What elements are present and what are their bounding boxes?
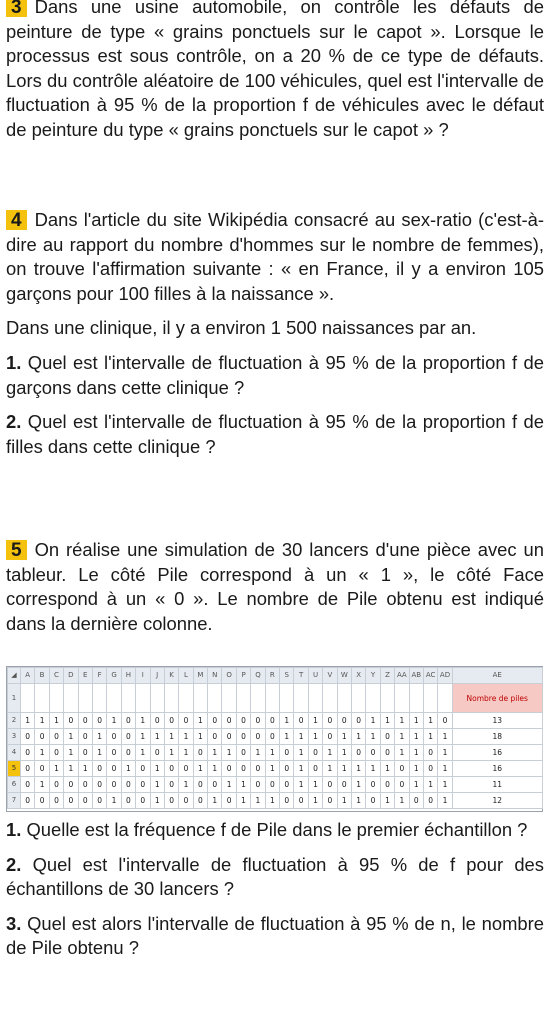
column-header: C: [49, 668, 63, 684]
empty-cell: [208, 684, 222, 713]
empty-cell: [409, 684, 423, 713]
data-cell: 0: [64, 777, 78, 793]
exercise-3-body: Dans une usine automobile, on contrôle les défauts de peinture de type « grains ponctuels sur le capot ». Lorsque le processus est sous contrôle, on a 20 % de ce type de défauts. Lors du contrôle aléatoire de 100 véhicules, quel est l'intervalle de fluctuation à 95 % de la proportion f de véhicules avec le défaut de peinture du type « grains ponctuels sur le capot » ?: [6, 0, 544, 140]
data-cell: 0: [323, 713, 337, 729]
data-cell: 1: [265, 761, 279, 777]
data-cell: 0: [236, 713, 250, 729]
data-cell: 0: [251, 713, 265, 729]
question-number: 3.: [6, 912, 22, 934]
question-number: 1.: [6, 819, 22, 840]
data-cell: 1: [351, 761, 365, 777]
data-cell: 1: [78, 761, 92, 777]
data-cell: 1: [337, 745, 351, 761]
spreadsheet: [6, 666, 543, 812]
data-cell: 0: [136, 793, 150, 809]
data-cell: 1: [164, 729, 178, 745]
column-header: P: [236, 668, 250, 684]
exercise-3: [6, 0, 544, 143]
empty-cell: [92, 684, 106, 713]
column-header: Y: [366, 668, 380, 684]
data-cell: 0: [121, 777, 135, 793]
data-cell: 1: [308, 777, 322, 793]
data-cell: 0: [193, 777, 207, 793]
column-header: K: [164, 668, 178, 684]
data-cell: 0: [280, 777, 294, 793]
data-cell: 0: [294, 793, 308, 809]
empty-cell: [280, 684, 294, 713]
data-cell: 0: [337, 777, 351, 793]
table-row: [8, 745, 543, 761]
column-header: AC: [423, 668, 437, 684]
data-cell: 0: [395, 777, 409, 793]
data-cell: 0: [150, 745, 164, 761]
row-header: 4: [8, 745, 21, 761]
data-cell: 0: [222, 761, 236, 777]
data-cell: 1: [150, 729, 164, 745]
data-cell: 1: [308, 713, 322, 729]
column-header: E: [78, 668, 92, 684]
data-cell: 1: [164, 745, 178, 761]
corner-cell: ◢: [8, 668, 21, 684]
question-text: Quel est alors l'intervalle de fluctuation à 95 % de n, le nombre de Pile obtenu ?: [6, 912, 544, 959]
data-cell: 1: [395, 793, 409, 809]
exercise-3-number: 3: [6, 0, 27, 17]
exercise-5-intro-text: On réalise une simulation de 30 lancers d'une pièce avec un tableur. Le côté Pile correspond à un « 1 », le côté Face correspond à un « 0 ». Le nombre de Pile obtenu est indiqué dans la dernière colonne.: [6, 539, 544, 634]
column-header: H: [121, 668, 135, 684]
exercise-5-intro: [6, 538, 544, 636]
data-cell: 0: [308, 761, 322, 777]
data-cell: 1: [366, 761, 380, 777]
exercise-5-questions: [6, 818, 544, 961]
data-cell: 1: [323, 745, 337, 761]
data-cell: 0: [380, 777, 394, 793]
data-cell: 0: [323, 777, 337, 793]
data-cell: 1: [49, 761, 63, 777]
empty-cell: [251, 684, 265, 713]
column-header: T: [294, 668, 308, 684]
data-cell: 1: [366, 713, 380, 729]
data-cell: 0: [265, 777, 279, 793]
empty-cell: [193, 684, 207, 713]
data-cell: 1: [380, 793, 394, 809]
data-cell: 0: [78, 745, 92, 761]
data-cell: 0: [78, 793, 92, 809]
data-cell: 0: [78, 729, 92, 745]
data-cell: 1: [294, 729, 308, 745]
data-cell: 0: [308, 745, 322, 761]
nombre-de-piles-header: Nombre de piles: [452, 684, 542, 713]
data-cell: 0: [236, 729, 250, 745]
exercise-4-question-2: [6, 410, 544, 459]
data-cell: 0: [49, 729, 63, 745]
data-cell: 1: [107, 793, 121, 809]
data-cell: 0: [164, 777, 178, 793]
data-cell: 1: [251, 745, 265, 761]
total-cell: 16: [452, 745, 542, 761]
data-cell: 1: [136, 729, 150, 745]
data-cell: 0: [35, 793, 49, 809]
data-cell: 0: [236, 761, 250, 777]
exercise-3-text: [6, 0, 544, 143]
data-cell: 1: [121, 761, 135, 777]
data-cell: 0: [21, 777, 35, 793]
data-cell: 0: [193, 745, 207, 761]
data-cell: 1: [337, 761, 351, 777]
data-cell: 0: [193, 793, 207, 809]
data-cell: 1: [294, 761, 308, 777]
data-cell: 0: [92, 793, 106, 809]
column-header: X: [351, 668, 365, 684]
data-cell: 0: [136, 777, 150, 793]
data-cell: 1: [193, 761, 207, 777]
data-cell: 1: [49, 713, 63, 729]
data-cell: 0: [280, 761, 294, 777]
data-cell: 1: [308, 729, 322, 745]
exercise-4-context: Dans une clinique, il y a environ 1 500 naissances par an.: [6, 317, 477, 339]
column-header: U: [308, 668, 322, 684]
data-cell: 1: [179, 777, 193, 793]
data-cell: 0: [21, 761, 35, 777]
data-cell: 0: [423, 793, 437, 809]
question-text: Quelle est la fréquence f de Pile dans le premier échantillon ?: [26, 819, 528, 840]
column-header: AD: [438, 668, 452, 684]
question-text: Quel est l'intervalle de fluctuation à 95 % de la proportion f de garçons dans cette clinique ?: [6, 351, 544, 398]
data-cell: 0: [92, 777, 106, 793]
empty-cell: [337, 684, 351, 713]
table-row: [8, 777, 543, 793]
data-cell: 1: [438, 777, 452, 793]
data-cell: 1: [423, 729, 437, 745]
data-cell: 0: [121, 793, 135, 809]
data-cell: 0: [280, 745, 294, 761]
column-header: J: [150, 668, 164, 684]
data-cell: 1: [236, 777, 250, 793]
data-cell: 1: [337, 793, 351, 809]
data-cell: 1: [409, 761, 423, 777]
data-cell: 0: [107, 729, 121, 745]
exercise-4-intro-text: Dans l'article du site Wikipédia consacré au sex-ratio (c'est-à-dire au rapport du nombre d'hommes sur le nombre de femmes), on trouve l'affirmation suivante : « en France, il y a environ 105 garçons pour 100 filles à la naissance ».: [6, 209, 544, 304]
data-cell: 1: [409, 713, 423, 729]
data-cell: 0: [265, 729, 279, 745]
column-header: AE: [452, 668, 542, 684]
data-cell: 0: [21, 793, 35, 809]
column-header: M: [193, 668, 207, 684]
data-cell: 0: [438, 713, 452, 729]
row-header: 3: [8, 729, 21, 745]
data-cell: 0: [107, 745, 121, 761]
data-cell: 0: [35, 761, 49, 777]
data-cell: 0: [409, 793, 423, 809]
data-cell: 1: [351, 793, 365, 809]
data-cell: 0: [35, 729, 49, 745]
data-cell: 1: [409, 745, 423, 761]
table-row: [8, 761, 543, 777]
data-cell: 1: [294, 777, 308, 793]
column-header: N: [208, 668, 222, 684]
row-header: 7: [8, 793, 21, 809]
data-cell: 0: [423, 761, 437, 777]
exercise-4-number: 4: [6, 210, 27, 230]
data-cell: 0: [380, 745, 394, 761]
table-row: [8, 729, 543, 745]
data-cell: 0: [366, 745, 380, 761]
data-cell: 0: [280, 793, 294, 809]
empty-cell: [294, 684, 308, 713]
column-header: G: [107, 668, 121, 684]
empty-cell: [164, 684, 178, 713]
exercise-5-question-2: [6, 853, 544, 902]
question-text: Quel est l'intervalle de fluctuation à 95 % de f pour des échantillons de 30 lancers ?: [6, 853, 544, 900]
exercise-4-question-1: [6, 351, 544, 400]
data-cell: 1: [222, 777, 236, 793]
total-cell: 13: [452, 713, 542, 729]
data-cell: 0: [380, 729, 394, 745]
data-cell: 1: [251, 793, 265, 809]
total-cell: 12: [452, 793, 542, 809]
data-cell: 0: [78, 713, 92, 729]
data-cell: 1: [208, 793, 222, 809]
data-cell: 1: [395, 729, 409, 745]
question-number: 2.: [6, 411, 22, 433]
question-number: 1.: [6, 351, 22, 373]
column-header: O: [222, 668, 236, 684]
empty-cell: [78, 684, 92, 713]
exercise-4: [6, 208, 544, 459]
data-cell: 0: [222, 729, 236, 745]
column-header: I: [136, 668, 150, 684]
total-cell: 18: [452, 729, 542, 745]
data-cell: 1: [64, 761, 78, 777]
exercise-5: [6, 538, 544, 636]
column-header: AA: [395, 668, 409, 684]
data-cell: 0: [164, 761, 178, 777]
data-cell: 1: [265, 745, 279, 761]
data-cell: 1: [409, 729, 423, 745]
empty-cell: [308, 684, 322, 713]
data-cell: 0: [251, 761, 265, 777]
row-header: 1: [8, 684, 21, 713]
empty-cell: [35, 684, 49, 713]
empty-cell: [236, 684, 250, 713]
data-cell: 0: [21, 745, 35, 761]
data-cell: 0: [21, 729, 35, 745]
data-cell: 1: [35, 713, 49, 729]
data-cell: 1: [150, 793, 164, 809]
data-cell: 0: [64, 713, 78, 729]
column-header: F: [92, 668, 106, 684]
table-row: [8, 793, 543, 809]
empty-cell: [366, 684, 380, 713]
data-cell: 1: [208, 745, 222, 761]
empty-cell: [150, 684, 164, 713]
data-cell: 0: [351, 745, 365, 761]
question-number: 2.: [6, 853, 22, 875]
empty-cell: [323, 684, 337, 713]
data-cell: 0: [107, 777, 121, 793]
data-cell: 1: [380, 761, 394, 777]
data-cell: 1: [337, 729, 351, 745]
data-cell: 1: [351, 777, 365, 793]
data-cell: 1: [193, 713, 207, 729]
data-cell: 0: [208, 777, 222, 793]
empty-cell: [423, 684, 437, 713]
data-cell: 1: [395, 713, 409, 729]
empty-cell: [179, 684, 193, 713]
data-cell: 0: [265, 713, 279, 729]
data-cell: 0: [179, 713, 193, 729]
data-cell: 0: [49, 745, 63, 761]
data-cell: 1: [35, 777, 49, 793]
column-header: S: [280, 668, 294, 684]
data-cell: 0: [136, 761, 150, 777]
data-cell: 0: [107, 761, 121, 777]
data-cell: 1: [438, 793, 452, 809]
data-cell: 1: [208, 761, 222, 777]
data-cell: 1: [222, 745, 236, 761]
data-cell: 1: [35, 745, 49, 761]
data-cell: 0: [395, 761, 409, 777]
exercise-5-question-1: [6, 818, 544, 843]
data-cell: 0: [423, 745, 437, 761]
data-cell: 1: [423, 713, 437, 729]
empty-cell: [64, 684, 78, 713]
data-cell: 0: [179, 761, 193, 777]
data-cell: 1: [351, 729, 365, 745]
data-cell: 0: [164, 793, 178, 809]
column-header: A: [21, 668, 35, 684]
data-cell: 1: [179, 745, 193, 761]
column-header: D: [64, 668, 78, 684]
data-cell: 0: [179, 793, 193, 809]
question-text: Quel est l'intervalle de fluctuation à 95 % de la proportion f de filles dans cette clinique ?: [6, 411, 544, 457]
data-cell: 1: [395, 745, 409, 761]
data-cell: 0: [49, 793, 63, 809]
data-cell: 1: [280, 729, 294, 745]
empty-cell: [136, 684, 150, 713]
data-cell: 0: [323, 793, 337, 809]
spreadsheet-table: [7, 667, 543, 809]
column-header: W: [337, 668, 351, 684]
column-header: Z: [380, 668, 394, 684]
total-cell: 11: [452, 777, 542, 793]
empty-cell: [438, 684, 452, 713]
data-cell: 0: [366, 793, 380, 809]
data-cell: 1: [423, 777, 437, 793]
data-cell: 0: [222, 713, 236, 729]
data-cell: 0: [49, 777, 63, 793]
data-cell: 1: [438, 745, 452, 761]
empty-cell: [107, 684, 121, 713]
data-cell: 0: [251, 777, 265, 793]
empty-cell: [395, 684, 409, 713]
empty-cell: [222, 684, 236, 713]
data-cell: 0: [366, 777, 380, 793]
exercise-5-question-3: [6, 912, 544, 961]
data-cell: 0: [121, 729, 135, 745]
data-cell: 0: [78, 777, 92, 793]
empty-cell: [351, 684, 365, 713]
data-cell: 0: [208, 713, 222, 729]
exercise-5-number: 5: [6, 540, 27, 560]
data-cell: 1: [294, 745, 308, 761]
empty-cell: [21, 684, 35, 713]
data-cell: 1: [179, 729, 193, 745]
row-header: 2: [8, 713, 21, 729]
data-cell: 1: [409, 777, 423, 793]
data-cell: 1: [438, 761, 452, 777]
data-cell: 0: [150, 713, 164, 729]
empty-cell: [121, 684, 135, 713]
data-cell: 1: [150, 777, 164, 793]
column-header: V: [323, 668, 337, 684]
data-cell: 0: [208, 729, 222, 745]
data-cell: 1: [64, 745, 78, 761]
data-cell: 1: [265, 793, 279, 809]
data-cell: 1: [280, 713, 294, 729]
data-cell: 0: [294, 713, 308, 729]
column-header: R: [265, 668, 279, 684]
data-cell: 0: [92, 713, 106, 729]
data-cell: 1: [92, 729, 106, 745]
total-cell: 16: [452, 761, 542, 777]
data-cell: 1: [236, 793, 250, 809]
data-cell: 1: [107, 713, 121, 729]
data-cell: 0: [121, 745, 135, 761]
table-row: [8, 713, 543, 729]
data-cell: 0: [251, 729, 265, 745]
data-cell: 1: [323, 761, 337, 777]
data-cell: 0: [121, 713, 135, 729]
data-cell: 1: [308, 793, 322, 809]
empty-cell: [265, 684, 279, 713]
data-cell: 1: [438, 729, 452, 745]
empty-cell: [49, 684, 63, 713]
data-cell: 1: [150, 761, 164, 777]
data-cell: 0: [337, 713, 351, 729]
data-cell: 1: [193, 729, 207, 745]
data-cell: 0: [92, 761, 106, 777]
data-cell: 1: [366, 729, 380, 745]
data-cell: 1: [136, 713, 150, 729]
data-cell: 1: [21, 713, 35, 729]
data-cell: 0: [236, 745, 250, 761]
row-header: 5: [8, 761, 21, 777]
data-cell: 1: [92, 745, 106, 761]
data-cell: 0: [222, 793, 236, 809]
data-cell: 0: [323, 729, 337, 745]
column-header: L: [179, 668, 193, 684]
row-header: 6: [8, 777, 21, 793]
column-header: B: [35, 668, 49, 684]
column-header: AB: [409, 668, 423, 684]
empty-cell: [380, 684, 394, 713]
column-header: Q: [251, 668, 265, 684]
data-cell: 1: [64, 729, 78, 745]
data-cell: 0: [351, 713, 365, 729]
exercise-4-intro: [6, 208, 544, 306]
data-cell: 0: [64, 793, 78, 809]
data-cell: 0: [164, 713, 178, 729]
data-cell: 1: [380, 713, 394, 729]
data-cell: 1: [136, 745, 150, 761]
